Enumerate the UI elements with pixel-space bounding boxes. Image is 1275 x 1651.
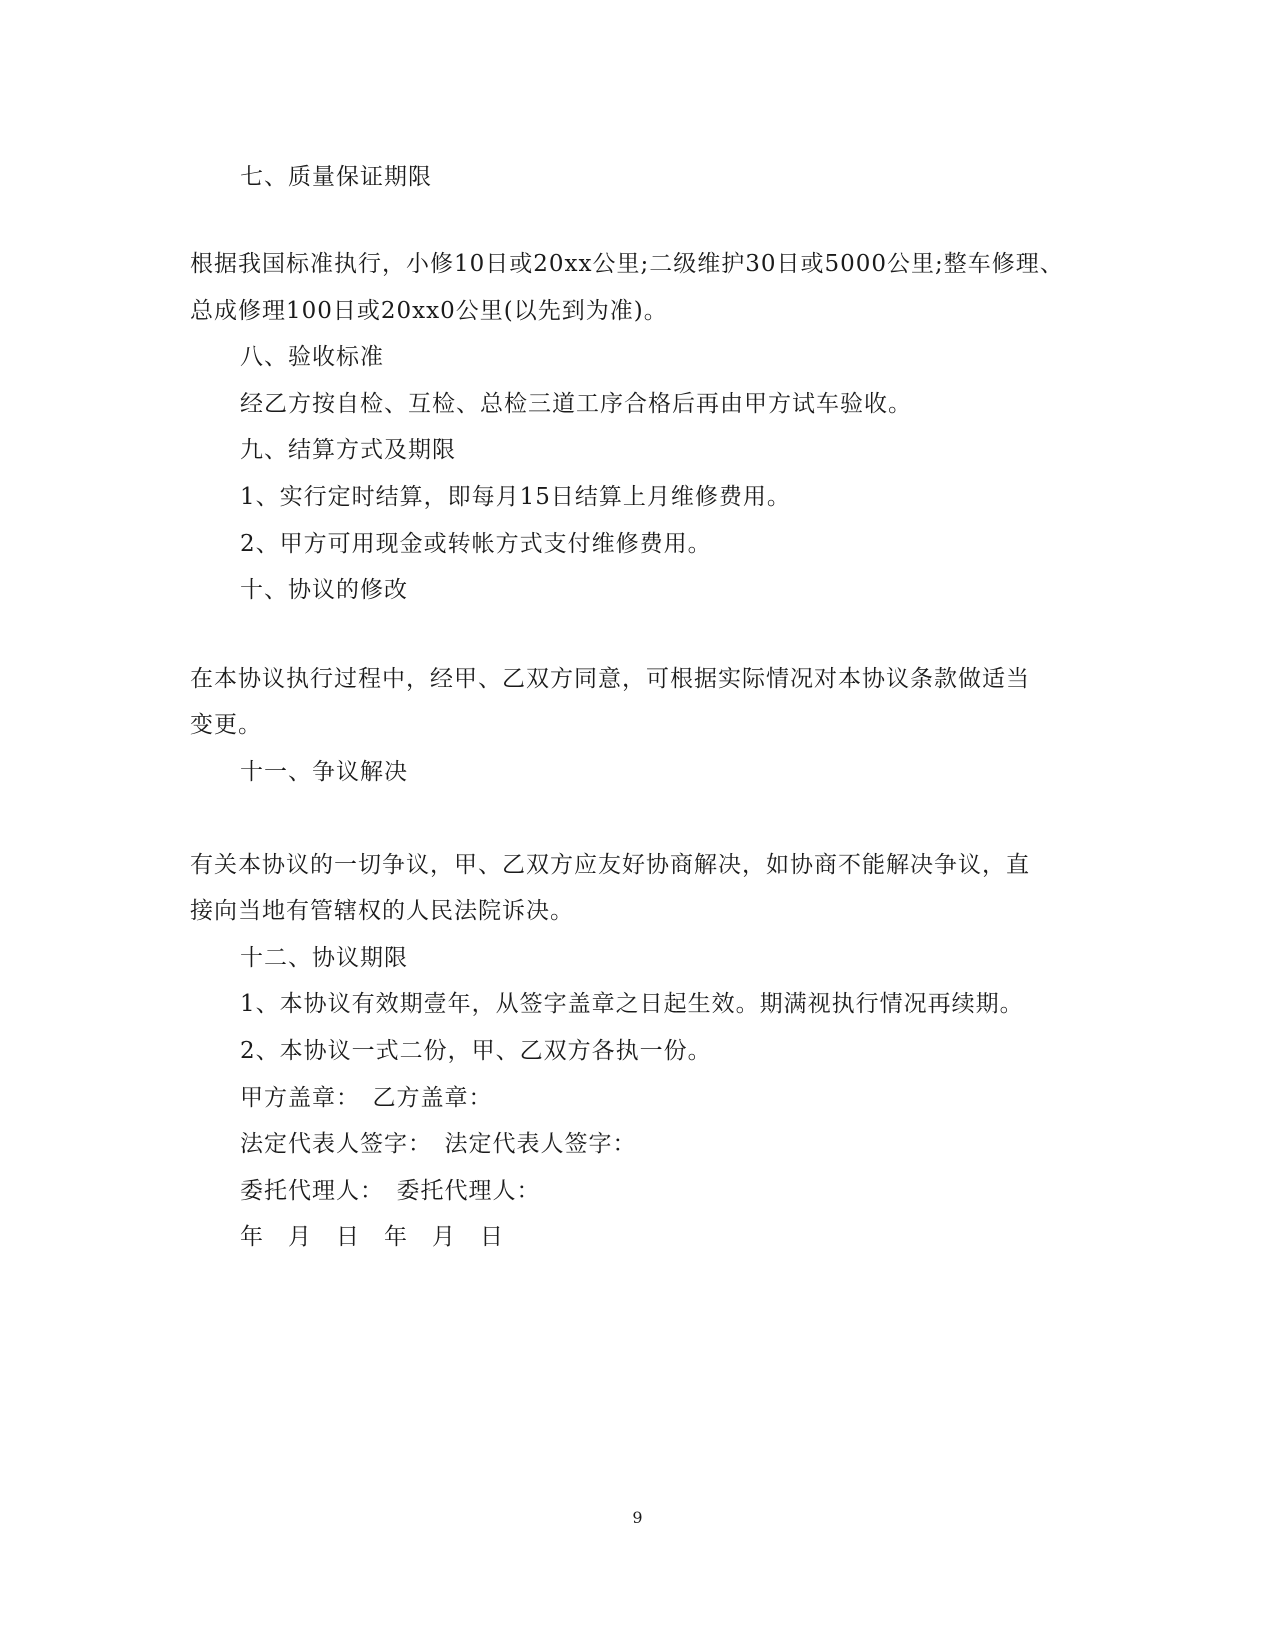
section-heading-11: 十一、争议解决 (240, 759, 408, 785)
list-item: 1、本协议有效期壹年，从签字盖章之日起生效。期满视执行情况再续期。 (240, 991, 1024, 1017)
list-item: 2、甲方可用现金或转帐方式支付维修费用。 (240, 531, 712, 557)
section-heading-9: 九、结算方式及期限 (240, 437, 456, 463)
signature-representative-line: 法定代表人签字： 法定代表人签字： (240, 1131, 637, 1157)
section-heading-12: 十二、协议期限 (240, 945, 408, 971)
paragraph-line: 有关本协议的一切争议，甲、乙双方应友好协商解决，如协商不能解决争议，直 (190, 852, 1030, 878)
list-item: 2、本协议一式二份，甲、乙双方各执一份。 (240, 1038, 712, 1064)
list-item: 1、实行定时结算，即每月15日结算上月维修费用。 (240, 484, 791, 510)
page-number: 9 (632, 1508, 643, 1527)
paragraph-line: 变更。 (190, 712, 262, 738)
paragraph-line: 总成修理100日或20xx0公里(以先到为准)。 (190, 298, 668, 324)
paragraph-line: 根据我国标准执行，小修10日或20xx公里;二级维护30日或5000公里;整车修理、 (190, 251, 1064, 277)
signature-date-line: 年 月 日 年 月 日 (240, 1224, 504, 1250)
section-heading-8: 八、验收标准 (240, 344, 384, 370)
paragraph-line: 经乙方按自检、互检、总检三道工序合格后再由甲方试车验收。 (240, 391, 912, 417)
section-heading-7: 七、质量保证期限 (240, 164, 432, 190)
signature-agent-line: 委托代理人： 委托代理人： (240, 1178, 541, 1204)
paragraph-line: 在本协议执行过程中，经甲、乙双方同意，可根据实际情况对本协议条款做适当 (190, 666, 1030, 692)
signature-seal-line: 甲方盖章： 乙方盖章： (240, 1085, 493, 1111)
section-heading-10: 十、协议的修改 (240, 577, 408, 603)
paragraph-line: 接向当地有管辖权的人民法院诉决。 (190, 898, 574, 924)
